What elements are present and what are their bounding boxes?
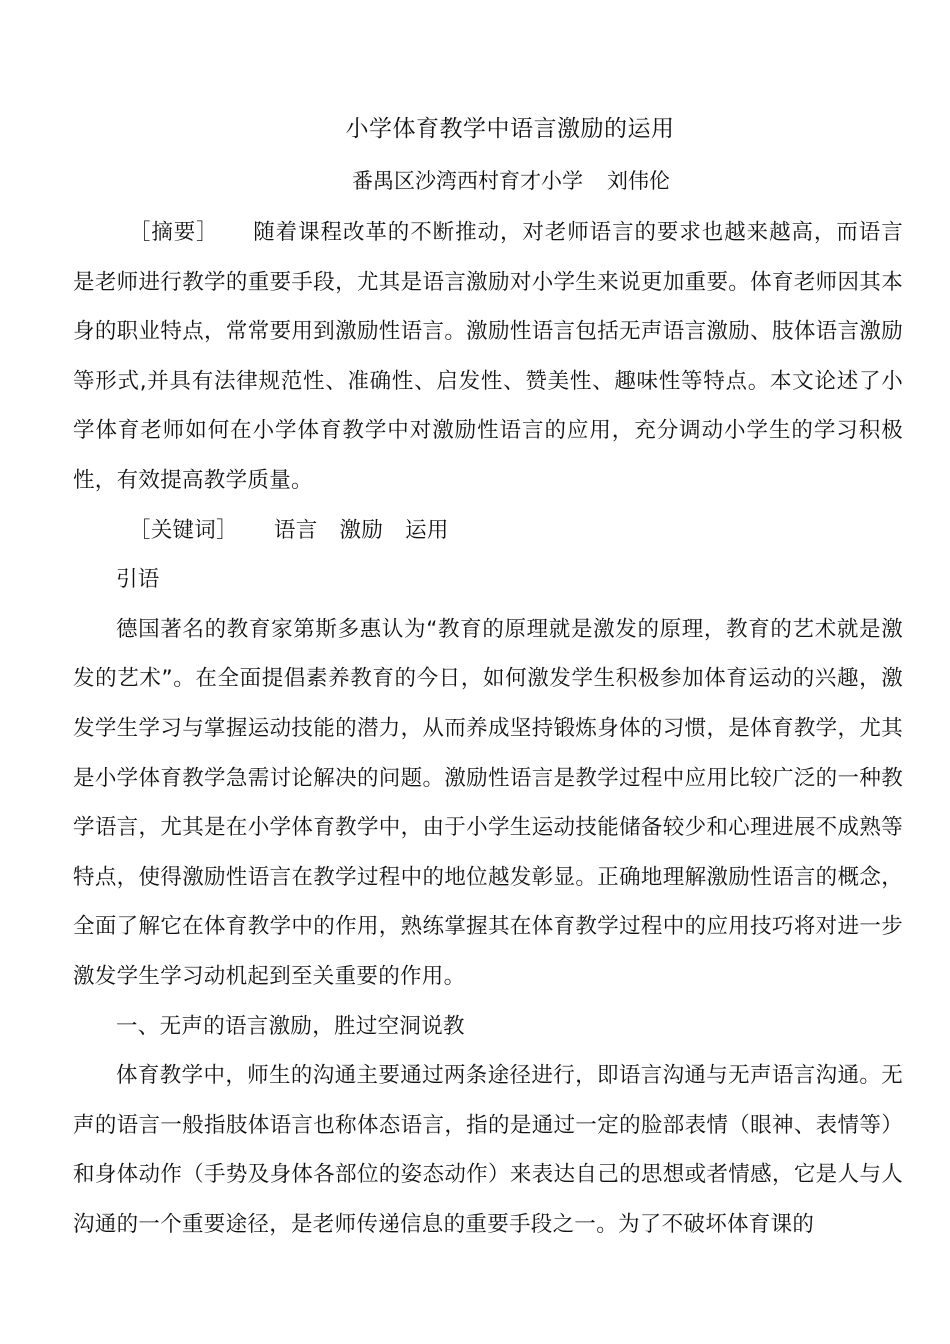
author-name: 刘伟伦 bbox=[607, 169, 670, 193]
keywords-paragraph bbox=[73, 506, 903, 556]
author-affiliation: 番禺区沙湾西村育才小学 bbox=[352, 169, 583, 193]
document-body bbox=[73, 208, 903, 1249]
abstract-text: 随着课程改革的不断推动，对老师语言的要求也越来越高，而语言是老师进行教学的重要手段，尤其是语言激励对小学生来说更加重要。体育老师因其本身的职业特点，常常要用到激励性语言。激励性语言包括无声语言激励、肢体语言激励等形式,并具有法律规范性、准确性、启发性、赞美性、趣味性等特点。本文论述了小学体育老师如何在小学体育教学中对激励性语言的应用，充分调动小学生的学习积极性，有效提高教学质量。 bbox=[73, 220, 904, 493]
document-title: 小学体育教学中语言激励的运用 bbox=[345, 116, 675, 142]
keyword-item: 语言 bbox=[273, 517, 318, 543]
section1-heading: 一、无声的语言激励，胜过空洞说教 bbox=[116, 1013, 465, 1039]
intro-paragraph: 德国著名的教育家第斯多惠认为“教育的原理就是激发的原理，教育的艺术就是激发的艺术”。在全面提倡素养教育的今日，如何激发学生积极参加体育运动的兴趣，激发学生学习与掌握运动技能的潜力，从而养成坚持锻炼身体的习惯，是体育教学，尤其是小学体育教学急需讨论解决的问题。激励性语言是教学过程中应用比较广泛的一种教学语言，尤其是在小学体育教学中，由于小学生运动技能储备较少和心理进展不成熟等特点，使得激励性语言在教学过程中的地位越发彰显。正确地理解激励性语言的概念，全面了解它在体育教学中的作用，熟练掌握其在体育教学过程中的应用技巧将对进一步激发学生学习动机起到至关重要的作用。 bbox=[73, 616, 903, 989]
keywords-label: ［关键词］ bbox=[128, 517, 238, 543]
abstract-paragraph bbox=[73, 208, 903, 506]
keyword-item: 运用 bbox=[405, 517, 449, 543]
author-line bbox=[352, 165, 670, 197]
intro-heading: 引语 bbox=[116, 567, 160, 593]
abstract-label: ［摘要］ bbox=[128, 220, 219, 245]
section1-paragraph: 体育教学中，师生的沟通主要通过两条途径进行，即语言沟通与无声语言沟通。无声的语言一般指肢体语言也称体态语言，指的是通过一定的脸部表情（眼神、表情等）和身体动作（手势及身体各部位的姿态动作）来表达自己的思想或者情感，它是人与人沟通的一个重要途径，是老师传递信息的重要手段之一。为了不破坏体育课的 bbox=[73, 1063, 903, 1237]
keyword-item: 激励 bbox=[339, 517, 384, 543]
